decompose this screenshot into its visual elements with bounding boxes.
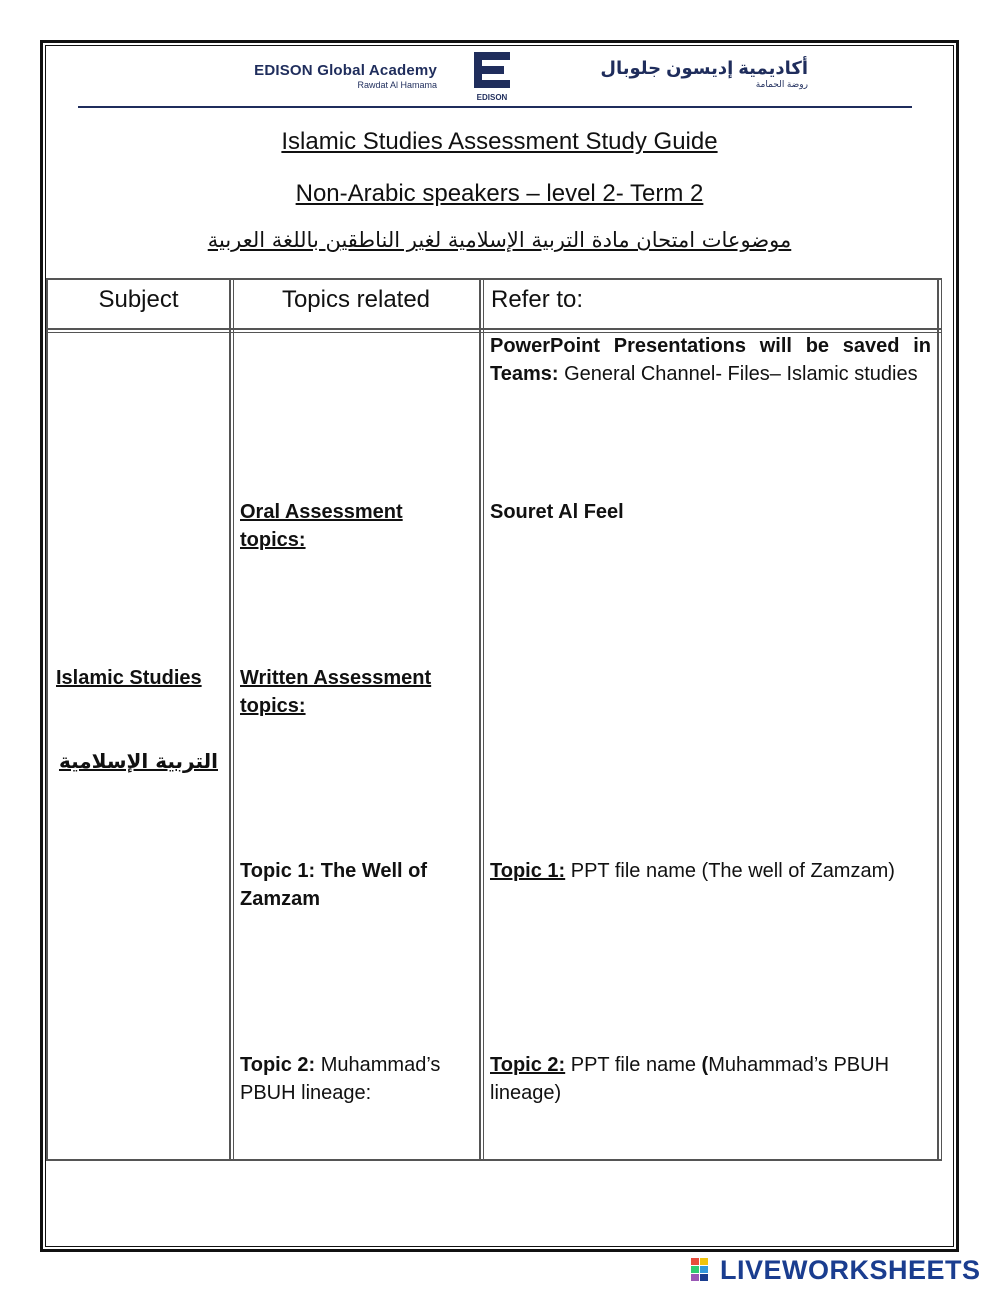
document-title: Islamic Studies Assessment Study Guide xyxy=(281,128,718,155)
document-subtitle: Non-Arabic speakers – level 2- Term 2 xyxy=(295,180,704,207)
topic-2-label xyxy=(240,1051,472,1107)
oral-refer: Souret Al Feel xyxy=(490,501,624,523)
academy-location: Rawdat Al Hamama xyxy=(357,80,437,90)
column-header-refer: Refer to: xyxy=(491,286,584,313)
ppt-note-rest: General Channel- Files– Islamic studies xyxy=(558,363,918,385)
topic-2-refer-label: Topic 2: xyxy=(490,1054,566,1076)
topic-2-label-bold: Topic 2: xyxy=(240,1054,316,1076)
liveworksheets-text: LIVEWORKSHEETS xyxy=(720,1254,981,1285)
subject-arabic: التربية الإسلامية xyxy=(58,749,218,773)
liveworksheets-logo-icon xyxy=(690,1257,720,1283)
ppt-note-bold: PowerPoint Presentations will be saved in Teams: xyxy=(490,335,931,385)
academy-name: EDISON Global Academy xyxy=(254,62,437,79)
academy-name-arabic xyxy=(548,58,808,90)
academy-location-ar: روضة الحمامة xyxy=(755,79,808,89)
topic-1-refer-label: Topic 1: xyxy=(490,860,566,882)
topic-2-refer xyxy=(490,1051,931,1107)
topic-2-refer-text-b: Muhammad’s PBUH lineage) xyxy=(490,1054,890,1104)
header-divider xyxy=(78,106,912,108)
ppt-note xyxy=(490,332,931,388)
oral-assessment-label: Oral Assessment topics: xyxy=(240,501,403,551)
topic-1-refer-text: PPT file name (The well of Zamzam) xyxy=(565,860,895,882)
written-assessment-label: Written Assessment topics: xyxy=(240,667,432,717)
topic-1-refer xyxy=(490,857,931,885)
edison-logo-icon xyxy=(468,52,516,102)
topic-2-label-rest: Muhammad’s PBUH lineage: xyxy=(240,1054,441,1104)
logo-caption: EDISON xyxy=(476,93,508,102)
topic-1-label: Topic 1: The Well of Zamzam xyxy=(240,860,428,910)
subject-english: Islamic Studies xyxy=(56,667,202,689)
column-header-subject: Subject xyxy=(98,286,179,313)
column-header-topics: Topics related xyxy=(281,286,431,313)
academy-name-ar: أكاديمية إديسون جلوبال xyxy=(600,58,808,78)
academy-name-english xyxy=(185,62,437,90)
topic-2-refer-paren: ( xyxy=(701,1054,709,1076)
topic-2-refer-text-a: PPT file name xyxy=(565,1054,702,1076)
liveworksheets-brand xyxy=(690,1255,981,1285)
document-title-arabic: موضوعات امتحان مادة التربية الإسلامية لغير الناطقين باللغة العربية xyxy=(207,228,792,252)
